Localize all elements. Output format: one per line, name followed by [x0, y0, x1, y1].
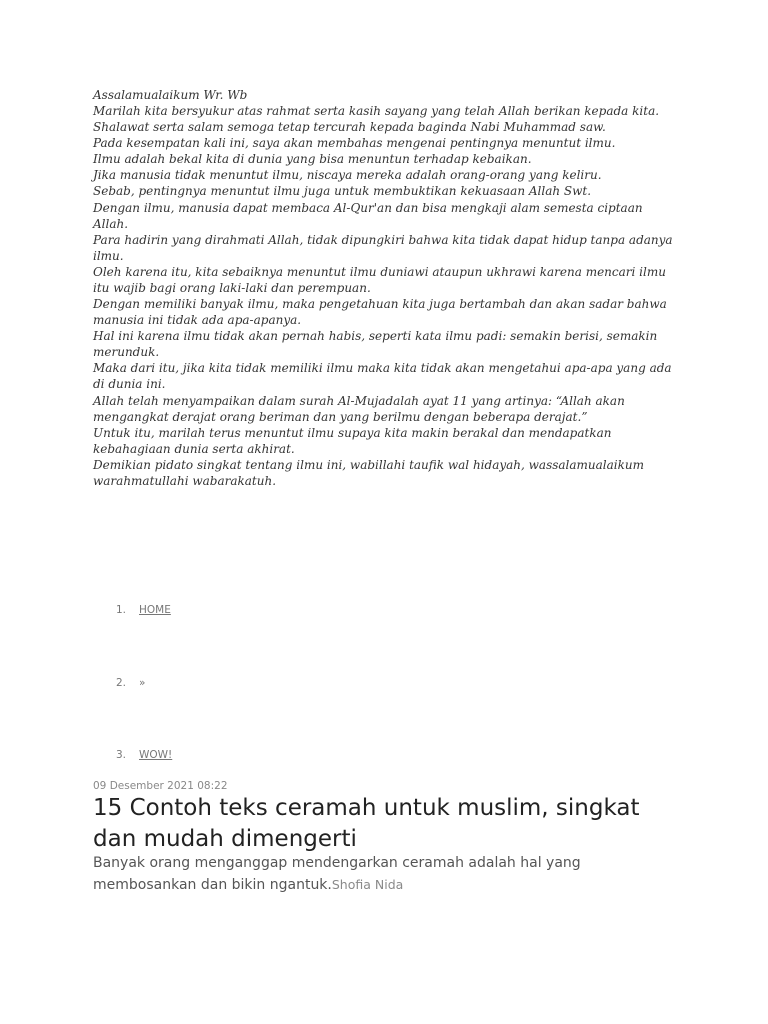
breadcrumb-home-link[interactable]: HOME: [139, 604, 171, 616]
speech-line: Assalamualaikum Wr. Wb: [93, 88, 248, 102]
speech-line: Jika manusia tidak menuntut ilmu, niscaya mereka adalah orang-orang yang keliru.: [93, 168, 602, 182]
breadcrumb-number: 3.: [116, 749, 127, 761]
breadcrumb-separator: »: [139, 677, 146, 689]
breadcrumb-number: 1.: [116, 604, 127, 616]
speech-line: Sebab, pentingnya menuntut ilmu juga untuk membuktikan kekuasaan Allah Swt.: [93, 184, 592, 198]
speech-line: Dengan ilmu, manusia dapat membaca Al-Qur'an dan bisa mengkaji alam semesta ciptaan Allah.: [93, 201, 643, 231]
speech-line: Untuk itu, marilah terus menuntut ilmu supaya kita makin berakal dan mendapatkan kebahagiaan dunia serta akhirat.: [93, 426, 612, 456]
breadcrumb-wow-link[interactable]: WOW!: [139, 749, 173, 761]
speech-line: Para hadirin yang dirahmati Allah, tidak dipungkiri bahwa kita tidak dapat hidup tanpa adanya ilmu.: [93, 233, 673, 263]
article-author[interactable]: Shofia Nida: [331, 877, 404, 892]
speech-line: Shalawat serta salam semoga tetap tercurah kepada baginda Nabi Muhammad saw.: [93, 120, 606, 134]
breadcrumb-item-separator: [116, 677, 145, 689]
article-lead: [93, 853, 683, 896]
speech-line: Dengan memiliki banyak ilmu, maka pengetahuan kita juga bertambah dan akan sadar bahwa manusia ini tidak ada apa-apanya.: [93, 297, 667, 327]
breadcrumb-item-home: [116, 604, 171, 616]
article-date: 09 Desember 2021 08:22: [93, 780, 228, 792]
speech-line: Demikian pidato singkat tentang ilmu ini, wabillahi taufik wal hidayah, wassalamualaikum warahmatullahi wabarakatuh.: [93, 458, 644, 488]
speech-text: [93, 87, 678, 489]
speech-line: Oleh karena itu, kita sebaiknya menuntut ilmu duniawi ataupun ukhrawi karena mencari ilmu itu wajib bagi orang laki-laki dan perempuan.: [93, 265, 666, 295]
speech-line: Allah telah menyampaikan dalam surah Al-Mujadalah ayat 11 yang artinya: “Allah akan mengangkat derajat orang beriman dan yang berilmu dengan beberapa derajat.”: [93, 394, 625, 424]
article-lead-text: Banyak orang menganggap mendengarkan ceramah adalah hal yang membosankan dan bikin ngantuk.: [93, 855, 581, 893]
breadcrumb-item-wow: [116, 749, 172, 761]
speech-line: Ilmu adalah bekal kita di dunia yang bisa menuntun terhadap kebaikan.: [93, 152, 532, 166]
speech-line: Maka dari itu, jika kita tidak memiliki ilmu maka kita tidak akan mengetahui apa-apa yang ada di dunia ini.: [93, 361, 672, 391]
speech-line: Pada kesempatan kali ini, saya akan membahas mengenai pentingnya menuntut ilmu.: [93, 136, 616, 150]
speech-line: Hal ini karena ilmu tidak akan pernah habis, seperti kata ilmu padi: semakin berisi, semakin merunduk.: [93, 329, 658, 359]
breadcrumb-number: 2.: [116, 677, 127, 689]
speech-line: Marilah kita bersyukur atas rahmat serta kasih sayang yang telah Allah berikan kepada kita.: [93, 104, 660, 118]
article-title[interactable]: 15 Contoh teks ceramah untuk muslim, singkat dan mudah dimengerti: [93, 795, 640, 852]
